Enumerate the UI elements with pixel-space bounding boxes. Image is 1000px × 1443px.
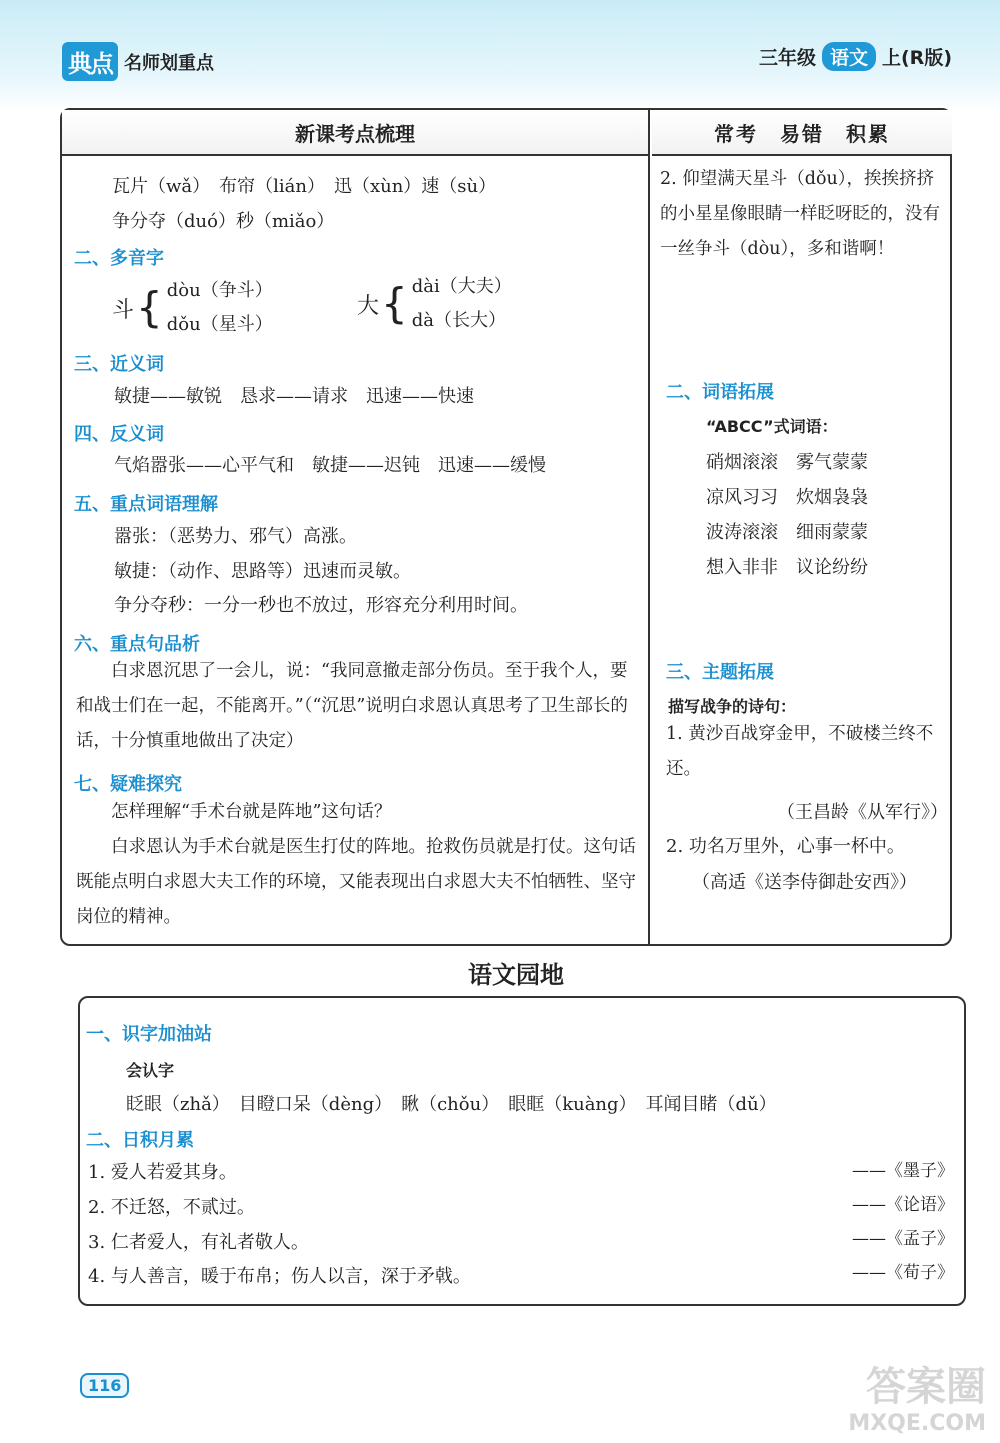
review-panel (60, 108, 952, 946)
pinyin-line-2: 争分夺（duó）秒（miǎo） (112, 211, 335, 232)
watermark-text: 答案圈 (866, 1363, 986, 1410)
page-header (0, 0, 1000, 112)
quote: 1. 爱人若爱其身。 (88, 1162, 237, 1183)
grade-label (759, 42, 952, 71)
section-theme-expansion: 三、主题拓展 (666, 662, 774, 683)
quote-source: ——《孟子》 (852, 1229, 954, 1249)
left-column (62, 110, 650, 944)
section-sentence: 六、重点句品析 (74, 634, 200, 655)
abcc-row: 硝烟滚滚 雾气蒙蒙 (706, 452, 868, 473)
poem-label: 描写战争的诗句： (668, 697, 797, 716)
poem-1-source: （王昌龄《从军行》） (777, 802, 948, 823)
section-accumulation: 二、日积月累 (86, 1130, 194, 1151)
right-heading: 常考 易错 积累 (652, 110, 952, 156)
reading: dòu（争斗） (166, 280, 273, 301)
watermark-url: MXQE.COM (848, 1410, 986, 1436)
section-question: 七、疑难探究 (74, 774, 182, 795)
reading: dǒu（星斗） (166, 314, 273, 335)
polyphone-readings (167, 274, 273, 342)
answer: 白求恩认为手术台就是医生打仗的阵地。抢救伤员就是打仗。这句话既能点明白求恩大夫工作的环境，又能表现出白求恩大夫不怕牺牲、坚守岗位的精神。 (76, 837, 636, 927)
quote: 4. 与人善言，暖于布帛；伤人以言，深于矛戟。 (88, 1266, 471, 1287)
question: 怎样理解“手术台就是阵地”这句话？ (111, 802, 392, 822)
pinyin-line-1: 瓦片（wǎ） 布帘（lián） 迅（xùn）速（sù） (112, 176, 497, 197)
synonym-line: 敏捷——敏锐 恳求——请求 迅速——快速 (114, 386, 474, 407)
right-column (652, 110, 952, 944)
volume-text: 上(R版) (882, 47, 952, 69)
quote: 3. 仁者爱人，有礼者敬人。 (88, 1232, 309, 1253)
polyphone-char: 大 (357, 293, 380, 319)
reading: dài（大夫） (411, 276, 512, 297)
word-meaning: 争分夺秒：一分一秒也不放过，形容充分利用时间。 (114, 595, 528, 616)
grade-text: 三年级 (758, 47, 816, 69)
recognize-chars: 眨眼（zhǎ） 目瞪口呆（dèng） 瞅（chǒu） 眼眶（kuàng） 耳闻目睹（dǔ） (126, 1094, 777, 1115)
quote-source: ——《墨子》 (852, 1161, 954, 1181)
polyphone-da (357, 270, 512, 338)
subject-badge: 语文 (822, 42, 876, 71)
watermark (848, 1363, 986, 1437)
abcc-row: 想入非非 议论纷纷 (706, 557, 868, 578)
brand-subtitle: 名师划重点 (124, 52, 214, 74)
section-antonyms: 四、反义词 (74, 424, 164, 445)
word-meaning: 敏捷：（动作、思路等）迅速而灵敏。 (114, 561, 411, 582)
reading: dà（长大） (411, 310, 507, 331)
polyphone-readings (412, 270, 512, 338)
brand (62, 42, 214, 81)
recognize-label: 会认字 (126, 1061, 175, 1080)
quote-source: ——《论语》 (852, 1195, 954, 1215)
brace-icon: { (136, 283, 163, 332)
polyphone-char: 斗 (112, 297, 135, 323)
brace-icon: { (381, 279, 408, 328)
polyphone-dou (112, 274, 273, 342)
poem-1: 1. 黄沙百战穿金甲，不破楼兰终不还。 (666, 724, 934, 779)
abcc-row: 凉风习习 炊烟袅袅 (706, 487, 868, 508)
poem-2-source: （高适《送李侍御赴安西》） (692, 872, 917, 893)
brand-logo: 典点 (62, 42, 118, 81)
page-number: 116 (80, 1373, 129, 1398)
abcc-label: “ABCC”式词语： (706, 417, 838, 436)
abcc-row: 波涛滚滚 细雨蒙蒙 (706, 522, 868, 543)
left-heading: 新课考点梳理 (62, 110, 648, 156)
section-literacy: 一、识字加油站 (86, 1024, 212, 1045)
garden-title: 语文园地 (468, 961, 564, 989)
right-item-2: 2. 仰望满天星斗（dǒu），挨挨挤挤的小星星像眼睛一样眨呀眨的，没有一丝争斗（dòu），多和谐啊！ (660, 169, 940, 259)
section-polyphone: 二、多音字 (74, 248, 164, 269)
section-word-meaning: 五、重点词语理解 (74, 494, 218, 515)
word-meaning: 嚣张：（恶势力、邪气）高涨。 (114, 526, 357, 547)
garden-panel (78, 996, 966, 1306)
section-word-expansion: 二、词语拓展 (666, 382, 774, 403)
antonym-line: 气焰嚣张——心平气和 敏捷——迟钝 迅速——缓慢 (114, 455, 546, 476)
quote-source: ——《荀子》 (852, 1263, 954, 1283)
poem-2: 2. 功名万里外，心事一杯中。 (666, 836, 905, 857)
sentence-analysis: 白求恩沉思了一会儿，说：“我同意撤走部分伤员。至于我个人，要和战士们在一起，不能离开。”（“沉思”说明白求恩认真思考了卫生部长的话，十分慎重地做出了决定） (76, 661, 628, 751)
section-synonyms: 三、近义词 (74, 354, 164, 375)
quote: 2. 不迁怒，不贰过。 (88, 1197, 255, 1218)
